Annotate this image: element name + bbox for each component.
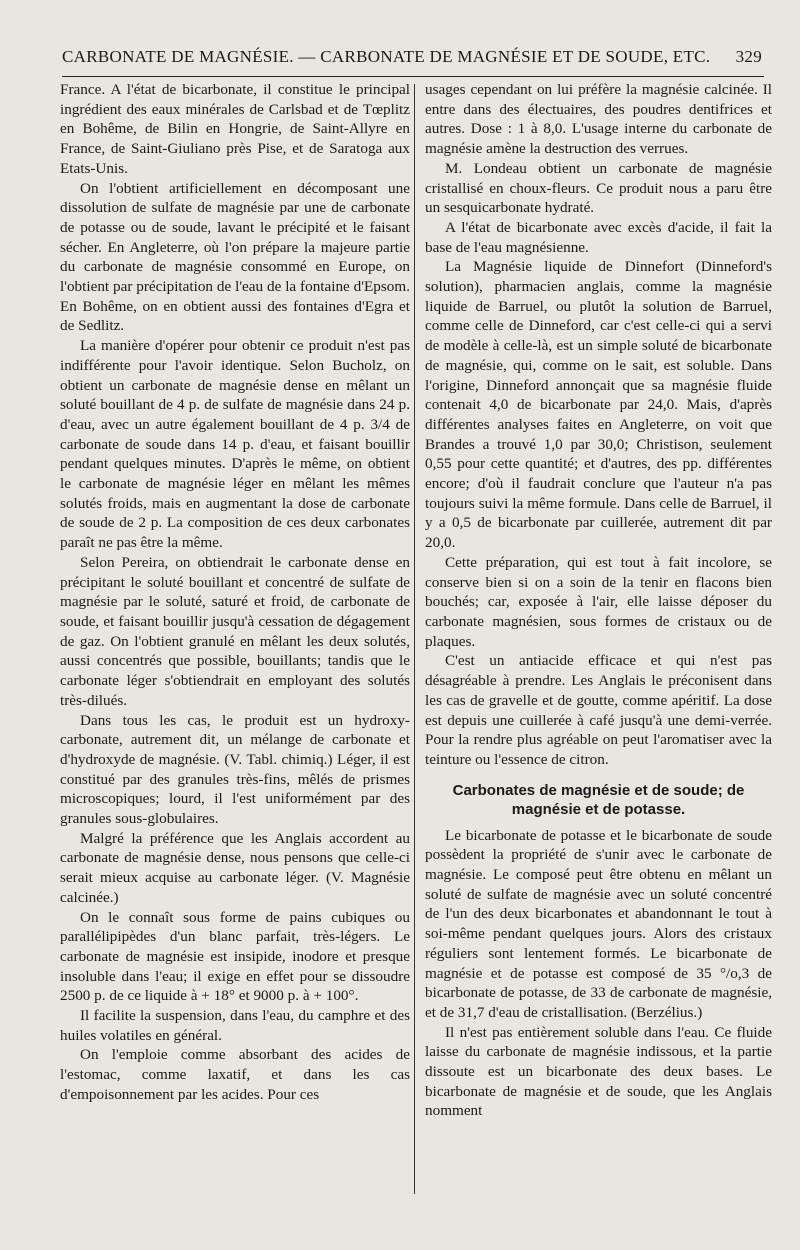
running-header — [62, 47, 762, 67]
paragraph: Selon Pereira, on obtiendrait le carbonate dense en précipitant le soluté bouillant et concentré de sulfate de magnésie par le soluté, saturé et froid, de carbonate de soude, et faisant bouillir jusqu'à cessation de dégagement de gaz. On l'obtient granulé en mêlant les deux solutés, aussi concentrés que possible, bouillants; tandis que le carbonate léger s'obtiendrait en employant des solutés très-dilués. — [60, 553, 410, 709]
paragraph: M. Londeau obtient un carbonate de magnésie cristallisé en choux-fleurs. Ce produit nous a paru être un sesquicarbonate hydraté. — [425, 159, 772, 217]
paragraph: La Magnésie liquide de Dinnefort (Dinneford's solution), pharmacien anglais, comme la magnésie liquide de Barruel, ou plutôt la solution de Barruel, comme celle de Dinneford, car c'est celle-ci qui a servi de modèle à celle-là, est un simple soluté de bicarbonate de magnésie, qui, comme on le sait, est soluble. Dans l'origine, Dinneford annonçait que sa magnésie fluide contenait 4,0 de bicarbonate par 24,0. Mais, d'après différentes analyses faites en Angleterre, on voit que Brandes a trouvé 1,0 par 30,0; Christison, seulement 0,55 pour cette quantité; et d'autres, des pp. différentes encore; d'où il faudrait conclure que l'auteur n'a pas toujours suivi la même formule. Dans celle de Barruel, il y a 0,5 de bicarbonate par cuillerée, autrement dit par 20,0. — [425, 258, 772, 552]
paragraph: Le bicarbonate de potasse et le bicarbonate de soude possèdent la propriété de s'unir avec le carbonate de magnésie. Le composé peut être obtenu en mêlant un soluté de sulfate de magnésie avec un soluté concentré de l'un des deux bicarbonates et abandonnant le tout à soi-même pendant quelques jours. Alors des cristaux réguliers sont lentement formés. Le bicarbonate de magnésie et de potasse est composé de 35 °/o,3 de bicarbonate de potasse, de 33 de carbonate de magnésie, et de 31,7 d'eau de cristallisation. (Berzélius.) — [425, 826, 772, 1021]
left-column — [60, 80, 410, 1105]
paragraph: Dans tous les cas, le produit est un hydroxy-carbonate, autrement dit, un mélange de carbonate et d'hydroxyde de magnésie. (V. Tabl. chimiq.) Léger, il est constitué par des granules très-fins, mêlés de prismes microscopiques; lourd, il l'est uniformément par des granules sous-globulaires. — [60, 711, 410, 828]
paragraph: Cette préparation, qui est tout à fait incolore, se conserve bien si on a soin de la tenir en flacons bien bouchés; car, exposée à l'air, elle laisse déposer du carbonate magnésien, sous formes de cristaux ou de plaques. — [425, 553, 772, 650]
running-title: CARBONATE DE MAGNÉSIE. — CARBONATE DE MAGNÉSIE ET DE SOUDE, ETC. — [62, 47, 711, 66]
paragraph: usages cependant on lui préfère la magnésie calcinée. Il entre dans des électuaires, des poudres dentifrices et autres. Dose : 1 à 8,0. L'usage interne du carbonate de magnésie amène la destruction des verrues. — [425, 81, 772, 158]
paragraph: Malgré la préférence que les Anglais accordent au carbonate de magnésie dense, nous pensons que celle-ci serait mieux acquise au carbonate léger. (V. Magnésie calcinée.) — [60, 829, 410, 906]
right-column — [425, 80, 772, 1121]
header-rule — [62, 76, 764, 77]
paragraph: A l'état de bicarbonate avec excès d'acide, il fait la base de l'eau magnésienne. — [425, 218, 772, 256]
column-divider — [414, 84, 415, 1194]
paragraph: C'est un antiacide efficace et qui n'est pas désagréable à prendre. Les Anglais le préconisent dans les cas de gravelle et de goutte, comme apéritif. La dose est depuis une cuillerée à café jusqu'à une demi-verrée. Pour la rendre plus agréable on peut l'aromatiser avec la teinture ou l'essence de citron. — [425, 652, 772, 768]
paragraph: France. A l'état de bicarbonate, il constitue le principal ingrédient des eaux minérales de Carlsbad et de Tœplitz en Bohême, de Bilin en Hongrie, de Saint-Allyre en France, de Saint-Giuliano près Pise, et de Saratoga aux Etats-Unis. — [60, 81, 410, 177]
section-heading: Carbonates de magnésie et de soude; de magnésie et de potasse. — [452, 781, 745, 818]
paragraph: On l'obtient artificiellement en décomposant une dissolution de sulfate de magnésie par une de carbonate de potasse ou de soude, lavant le précipité et le faisant sécher. En Angleterre, où l'on prépare la majeure partie du carbonate de magnésie consommé en Europe, on l'obtient par précipitation de l'eau de la fontaine d'Epsom. En Bohême, on en obtient aussi des fontaines d'Egra et de Sedlitz. — [60, 179, 410, 335]
paragraph: Il n'est pas entièrement soluble dans l'eau. Ce fluide laisse du carbonate de magnésie indissous, et la partie dissoute est un bicarbonate des deux bases. Le bicarbonate de magnésie et de soude, que les Anglais nomment — [425, 1023, 772, 1120]
paragraph: La manière d'opérer pour obtenir ce produit n'est pas indifférente pour l'avoir identique. Selon Bucholz, on obtient un carbonate de magnésie dense en mêlant un soluté bouillant de 4 p. de sulfate de magnésie dans 24 p. d'eau, avec un autre également bouillant de 4 p. 3/4 de carbonate de soude dans 14 p. d'eau, et faisant bouillir pendant quelques minutes. D'après le même, on obtient le carbonate de magnésie léger en mêlant les mêmes solutés froids, mais en augmentant la dose de carbonate de soude de 2 p. La composition de ces deux carbonates paraît ne pas être la même. — [60, 337, 410, 552]
paragraph: On le connaît sous forme de pains cubiques ou parallélipipèdes d'un blanc parfait, très-légers. Le carbonate de magnésie est insipide, inodore et presque insoluble dans l'eau; il exige en effet pour se dissoudre 2500 p. de ce liquide à + 18° et 9000 p. à + 100°. — [60, 908, 410, 1005]
paragraph: On l'emploie comme absorbant des acides de l'estomac, comme laxatif, et dans les cas d'empoisonnement par les acides. Pour ces — [60, 1046, 410, 1103]
paragraph: Il facilite la suspension, dans l'eau, du camphre et des huiles volatiles en général. — [60, 1007, 410, 1044]
page-number: 329 — [735, 47, 762, 66]
